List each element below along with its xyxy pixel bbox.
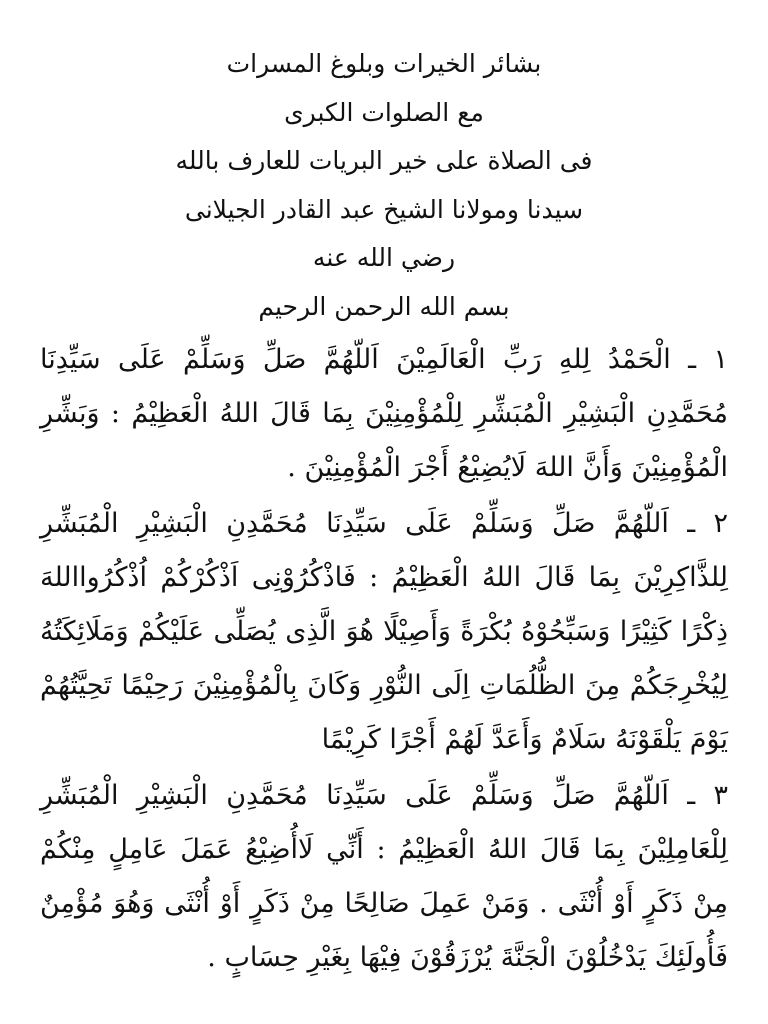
prayer-paragraph-3: ٣ ـ اَللّهُمَّ صَلِّ وَسَلِّمْ عَلَى سَيِّدِنَا مُحَمَّدِنِ الْبَشِيْرِ الْمُبَشِّرِ لِلْعَامِلِيْنَ بِمَا قَالَ اللهُ الْعَظِيْمُ : أَنِّي لَاأُضِيْعُ عَمَلَ عَامِلٍ مِنْكُمْ مِنْ ذَكَرٍ أَوْ أُنْثَى . وَمَنْ عَمِلَ صَالِحًا مِنْ ذَكَرٍ أَوْ أُنْثَى وَهُوَ مُؤْمِنٌ فَأُولَئِكَ يَدْخُلُوْنَ الْجَنَّةَ يُرْزَقُوْنَ فِيْهَا بِغَيْرِ حِسَابٍ . <box>40 780 728 973</box>
prayer-paragraph-2: ٢ ـ اَللّهُمَّ صَلِّ وَسَلِّمْ عَلَى سَيِّدِنَا مُحَمَّدِنِ الْبَشِيْرِ الْمُبَشِّرِ لِلذَّاكِرِيْنَ بِمَا قَالَ اللهُ الْعَظِيْمُ : فَاذْكُرُوْنِى اَذْكُرْكُمْ اُذْكُرُوااللهَ ذِكْرًا كَثِيْرًا وَسَبِّحُوْهُ بُكْرَةً وَأَصِيْلًا هُوَ الَّذِى يُصَلِّى عَلَيْكُمْ وَمَلَائِكَتُهُ لِيُخْرِجَكُمْ مِنَ الظُّلُمَاتِ اِلَى النُّوْرِ وَكَانَ بِالْمُؤْمِنِيْنَ رَحِيْمًا تَحِيَّتُهُمْ يَوْمَ يَلْقَوْنَهُ سَلَامٌ وَأَعَدَّ لَهُمْ أَجْرًا كَرِيْمًا <box>40 508 728 755</box>
author-name: سيدنا ومولانا الشيخ عبد القادر الجيلانى <box>184 194 584 224</box>
book-title: بشائر الخيرات وبلوغ المسرات <box>226 49 542 78</box>
prayer-paragraph-1: ١ ـ الْحَمْدُ لِلهِ رَبِّ الْعَالَمِيْنَ اَللّهُمَّ صَلِّ وَسَلِّمْ عَلَى سَيِّدِنَا مُحَمَّدِنِ الْبَشِيْرِ الْمُبَشِّرِ لِلْمُؤْمِنِيْنَ بِمَا قَالَ اللهُ الْعَظِيْمُ : وَبَشِّرِ الْمُؤْمِنِيْنَ وَأَنَّ اللهَ لَايُضِيْعُ أَجْرَ الْمُؤْمِنِيْنَ . <box>40 344 728 483</box>
book-subtitle: مع الصلوات الكبرى <box>284 97 484 127</box>
document-heading <box>40 40 728 331</box>
book-description: فى الصلاة على خير البريات للعارف بالله <box>175 146 593 175</box>
basmala: بسم الله الرحمن الرحيم <box>258 291 510 321</box>
author-honorific: رضي الله عنه <box>312 243 456 272</box>
